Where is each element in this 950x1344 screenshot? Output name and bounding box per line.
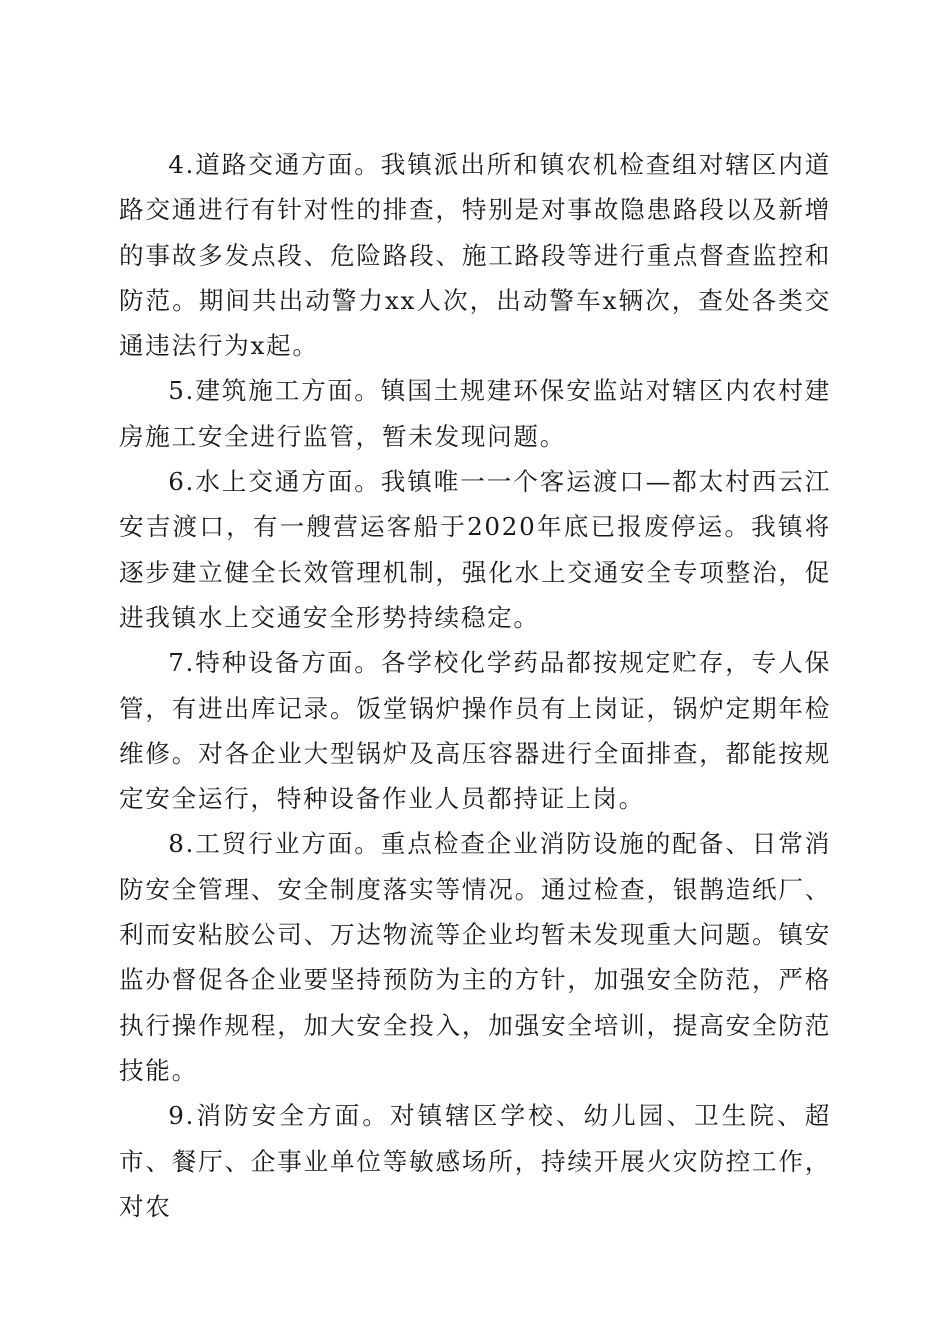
paragraph-water-traffic: 6.水上交通方面。我镇唯一一个客运渡口—都太村西云江安吉渡口，有一艘营运客船于2020年底已报废停运。我镇将逐步建立健全长效管理机制，强化水上交通安全专项整治，促进我镇水上交通安全形势持续稳定。 — [119, 467, 831, 632]
paragraph-construction: 5.建筑施工方面。镇国土规建环保安监站对辖区内农村建房施工安全进行监管，暂未发现问题。 — [119, 376, 831, 451]
document-body — [119, 142, 831, 1229]
paragraph-fire-safety: 9.消防安全方面。对镇辖区学校、幼儿园、卫生院、超市、餐厅、企事业单位等敏感场所，持续开展火灾防控工作，对农 — [119, 1101, 831, 1221]
paragraph-industry-trade: 8.工贸行业方面。重点检查企业消防设施的配备、日常消防安全管理、安全制度落实等情况。通过检查，银鹊造纸厂、利而安粘胶公司、万达物流等企业均暂未发现重大问题。镇安监办督促各企业要坚持预防为主的方针，加强安全防范，严格执行操作规程，加大安全投入，加强安全培训，提高安全防范技能。 — [119, 829, 831, 1085]
paragraph-road-traffic: 4.道路交通方面。我镇派出所和镇农机检查组对辖区内道路交通进行有针对性的排查，特别是对事故隐患路段以及新增的事故多发点段、危险路段、施工路段等进行重点督查监控和防范。期间共出动警力xx人次，出动警车x辆次，查处各类交通违法行为x起。 — [119, 150, 831, 361]
paragraph-special-equipment: 7.特种设备方面。各学校化学药品都按规定贮存，专人保管，有进出库记录。饭堂锅炉操作员有上岗证，锅炉定期年检维修。对各企业大型锅炉及高压容器进行全面排查，都能按规定安全运行，特种设备作业人员都持证上岗。 — [119, 648, 831, 814]
